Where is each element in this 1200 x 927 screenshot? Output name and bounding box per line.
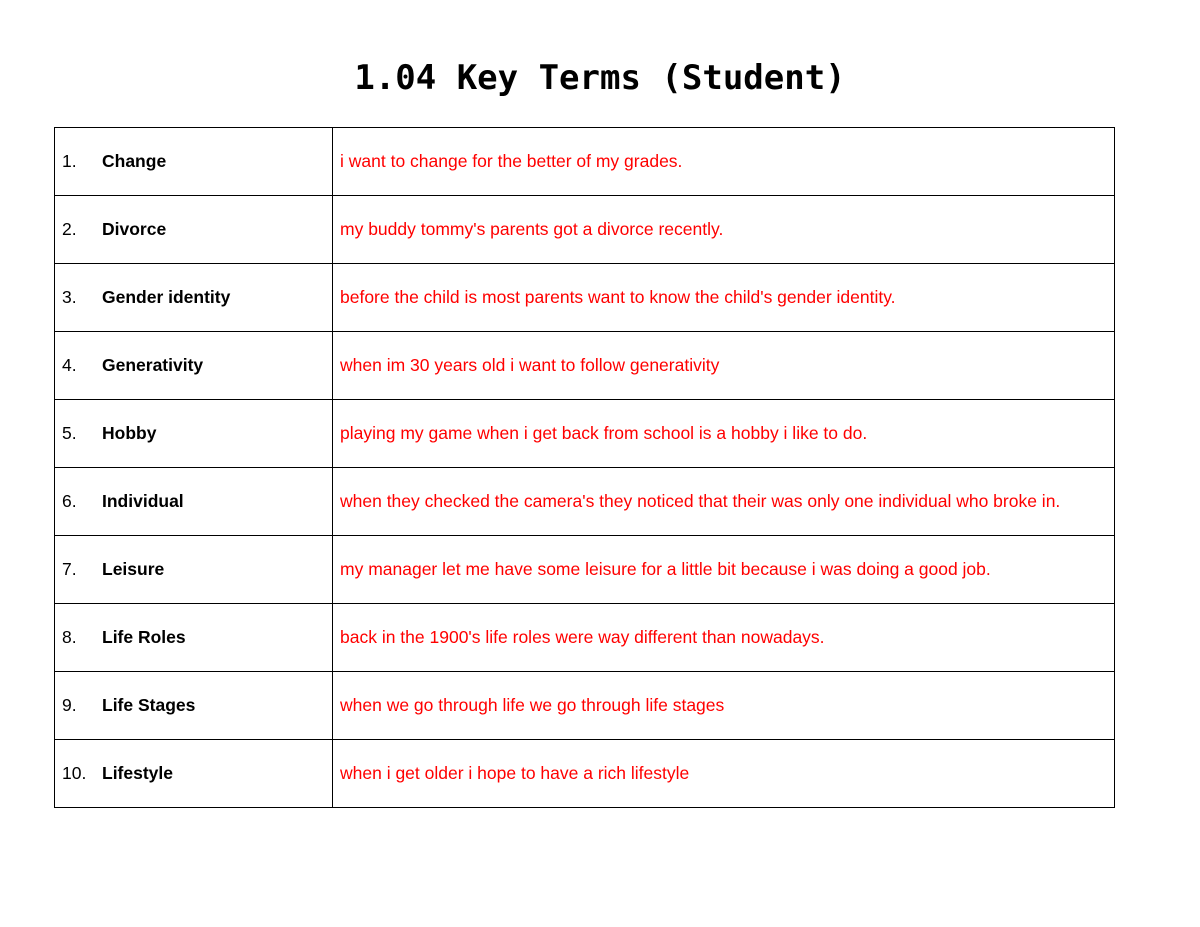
sentence-cell: [333, 740, 1115, 808]
table-row: [55, 196, 1115, 264]
term-number: 3.: [62, 287, 77, 307]
key-terms-table: [54, 127, 1115, 808]
term-label: Individual: [102, 491, 184, 511]
table-row: [55, 604, 1115, 672]
sentence-text: i want to change for the better of my grades.: [340, 151, 683, 171]
term-number: 8.: [62, 627, 77, 647]
sentence-cell: [333, 672, 1115, 740]
term-cell: [55, 536, 333, 604]
term-number: 9.: [62, 695, 77, 715]
sentence-text: my buddy tommy's parents got a divorce recently.: [340, 219, 724, 239]
term-label: Leisure: [102, 559, 165, 579]
sentence-text: my manager let me have some leisure for a little bit because i was doing a good job.: [340, 559, 991, 579]
term-number: 4.: [62, 355, 77, 375]
term-label: Lifestyle: [102, 763, 173, 783]
term-cell: [55, 672, 333, 740]
term-cell: [55, 468, 333, 536]
sentence-cell: [333, 468, 1115, 536]
term-label: Gender identity: [102, 287, 231, 307]
term-number: 5.: [62, 423, 77, 443]
sentence-text: when we go through life we go through life stages: [340, 695, 725, 715]
term-label: Divorce: [102, 219, 167, 239]
term-cell: [55, 128, 333, 196]
table-row: [55, 672, 1115, 740]
sentence-cell: [333, 128, 1115, 196]
sentence-cell: [333, 400, 1115, 468]
term-label: Hobby: [102, 423, 157, 443]
table-row: [55, 264, 1115, 332]
sentence-text: when they checked the camera's they noticed that their was only one individual who broke in.: [340, 491, 1061, 511]
sentence-text: before the child is most parents want to know the child's gender identity.: [340, 287, 896, 307]
sentence-cell: [333, 536, 1115, 604]
table-row: [55, 128, 1115, 196]
term-number: 1.: [62, 151, 77, 171]
term-cell: [55, 604, 333, 672]
term-label: Life Stages: [102, 695, 196, 715]
term-cell: [55, 196, 333, 264]
term-label: Change: [102, 151, 167, 171]
sentence-text: when i get older i hope to have a rich lifestyle: [340, 763, 690, 783]
sentence-cell: [333, 196, 1115, 264]
sentence-cell: [333, 332, 1115, 400]
term-number: 2.: [62, 219, 77, 239]
sentence-text: when im 30 years old i want to follow generativity: [340, 355, 720, 375]
table-row: [55, 332, 1115, 400]
sentence-text: back in the 1900's life roles were way different than nowadays.: [340, 627, 825, 647]
page-title: 1.04 Key Terms (Student): [354, 58, 846, 98]
sentence-cell: [333, 264, 1115, 332]
table-row: [55, 400, 1115, 468]
term-label: Life Roles: [102, 627, 186, 647]
term-cell: [55, 740, 333, 808]
term-number: 10.: [62, 763, 87, 783]
term-cell: [55, 400, 333, 468]
table-row: [55, 536, 1115, 604]
sentence-cell: [333, 604, 1115, 672]
sentence-text: playing my game when i get back from school is a hobby i like to do.: [340, 423, 868, 443]
table-row: [55, 468, 1115, 536]
term-number: 6.: [62, 491, 77, 511]
term-label: Generativity: [102, 355, 204, 375]
term-cell: [55, 264, 333, 332]
term-number: 7.: [62, 559, 77, 579]
term-cell: [55, 332, 333, 400]
table-row: [55, 740, 1115, 808]
